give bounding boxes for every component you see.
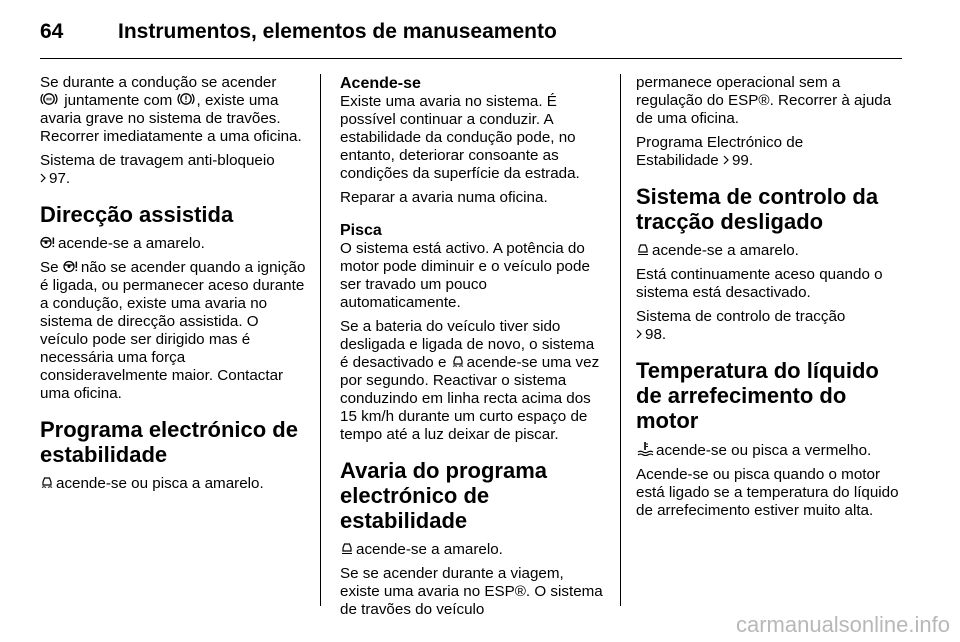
tc-off-paragraph: acende-se a amarelo.	[636, 242, 902, 260]
esp-repair-paragraph: Reparar a avaria numa oficina.	[340, 189, 548, 206]
page-reference: 97.	[49, 170, 71, 187]
esp-skid-car-icon	[451, 354, 465, 368]
brake-warning-icon	[177, 92, 195, 106]
column-middle	[340, 74, 606, 625]
esp-fault-paragraph: acende-se a amarelo.	[340, 541, 606, 559]
page-reference-arrow-icon	[723, 155, 729, 165]
section-heading: Programa electrónico de estabilidade	[40, 417, 298, 467]
section-heading: Avaria do programa electrónico de estabilidade	[340, 458, 548, 533]
page-header	[40, 8, 902, 55]
esp-reference-paragraph: Programa Electrónico de Estabilidade 99.	[636, 134, 804, 169]
page-number: 64	[40, 20, 64, 43]
esp-fault-detail: Se se acender durante a viagem, existe uma avaria no ESP®. O sistema de travões do veículo	[340, 565, 603, 618]
power-steering-icon	[63, 260, 79, 273]
power-steering-paragraph: acende-se a amarelo.	[40, 235, 306, 253]
section-heading: Direcção assistida	[40, 202, 234, 227]
tc-reference-paragraph: Sistema de controlo de tracção 98.	[636, 308, 846, 343]
power-steering-icon	[40, 236, 56, 249]
page-reference: 98.	[645, 326, 667, 343]
column-divider	[320, 74, 321, 606]
abs-warning-icon	[40, 92, 58, 106]
esp-continuation-paragraph: permanece operacional sem a regulação do ESP®. Recorrer à ajuda de uma oficina.	[636, 74, 892, 127]
coolant-temperature-icon	[636, 441, 654, 456]
page-title: Instrumentos, elementos de manuseamento	[118, 20, 557, 43]
esp-flash-paragraph: O sistema está activo. A potência do motor pode diminuir e o veículo pode ser travado um pouco automaticamente.	[340, 240, 590, 311]
watermark: carmanualsonline.info	[735, 612, 950, 637]
tc-off-detail: Está continuamente aceso quando o sistema está desactivado.	[636, 266, 883, 301]
esp-lit-paragraph: Existe uma avaria no sistema. É possível continuar a conduzir. A estabilidade da condução pode, no entanto, deteriorar consoante as condições da superfície da estrada.	[340, 93, 580, 182]
abs-reference-paragraph: Sistema de travagem anti-bloqueio 97.	[40, 152, 275, 187]
subheading-pisca: Pisca	[340, 222, 382, 239]
esp-skid-car-icon	[40, 475, 54, 489]
page-reference: 99.	[731, 152, 754, 169]
coolant-paragraph: acende-se ou pisca a vermelho.	[636, 441, 902, 460]
section-heading: Sistema de controlo da tracção desligado	[636, 184, 879, 234]
esp-paragraph: acende-se ou pisca a amarelo.	[40, 475, 306, 493]
column-right	[636, 74, 902, 526]
header-rule	[40, 58, 902, 59]
column-left	[40, 74, 306, 499]
esp-off-icon	[636, 242, 650, 256]
section-heading: Temperatura do líquido de arrefecimento do motor	[636, 358, 879, 433]
power-steering-detail: Se não se acender quando a ignição é ligada, ou permanecer aceso durante a condução, existe uma avaria no sistema de direcção assistida. O veículo pode ser dirigido mas é necessária uma força consideravelmente maior. Contactar uma oficina.	[40, 259, 306, 402]
page-reference-arrow-icon	[636, 329, 642, 339]
subheading-acende-se: Acende-se	[340, 75, 421, 92]
coolant-detail: Acende-se ou pisca quando o motor está ligado se a temperatura do líquido de arrefecimento estiver muito alta.	[636, 466, 899, 519]
brake-warning-paragraph: Se durante a condução se acender juntamente com , existe uma avaria grave no sistema de travões. Recorrer imediatamente a uma oficina.	[40, 74, 302, 145]
page-reference-arrow-icon	[40, 173, 46, 183]
esp-off-icon	[340, 541, 354, 555]
esp-battery-paragraph: Se a bateria do veículo tiver sido desligada e ligada de novo, o sistema é desactivado e acende-se uma vez por segundo. Reactivar o sistema conduzindo em linha recta acima dos 15 km/h durante um curto espaço de tempo até a luz deixar de piscar.	[340, 318, 600, 443]
column-divider	[620, 74, 621, 606]
